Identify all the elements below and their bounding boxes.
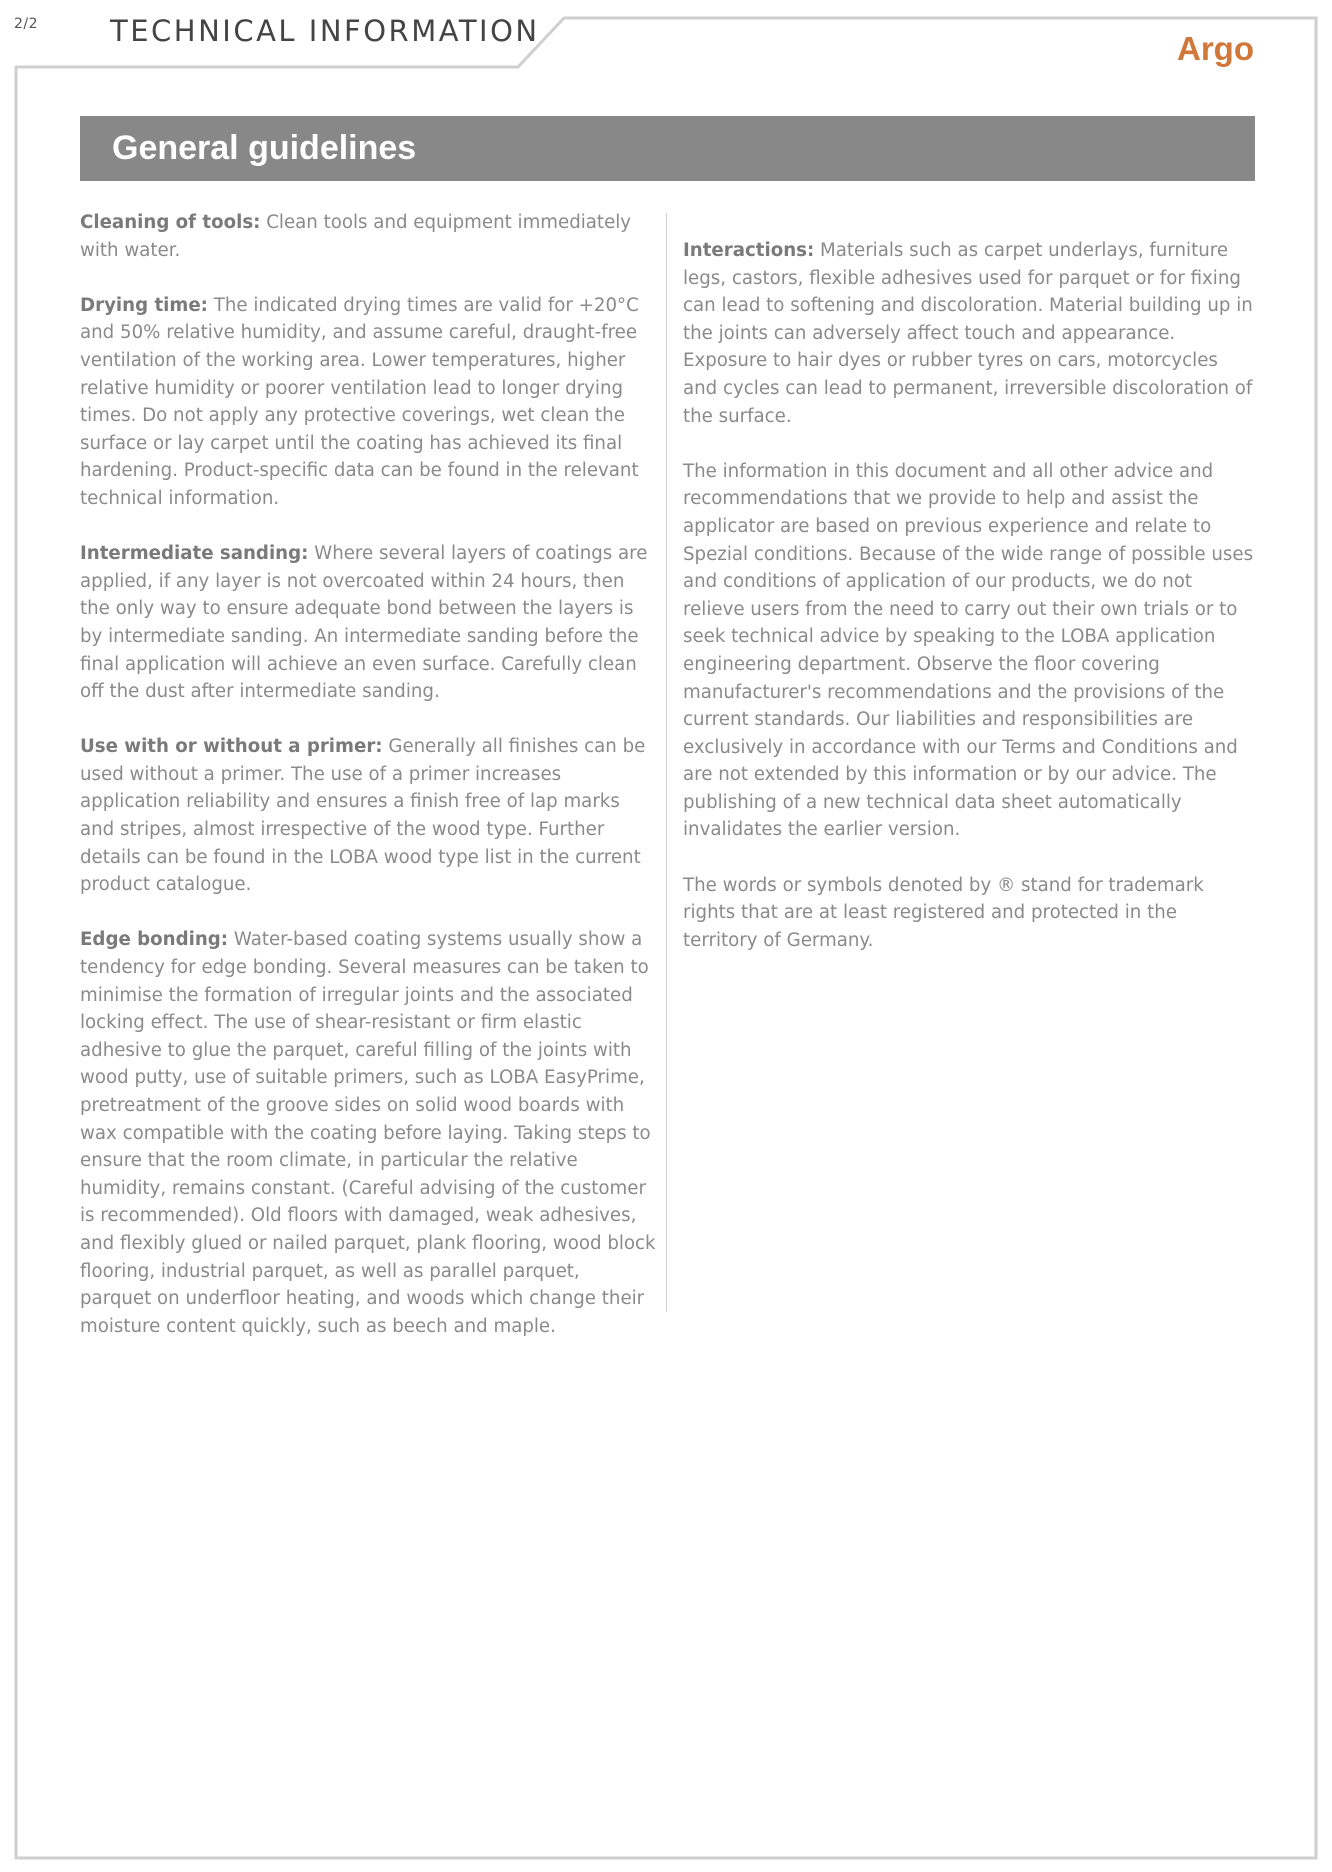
paragraph-text: The information in this document and all other advice and recommendations that we provide to help and assist the applicator are based on previous experience and relate to Spezial conditions. Because of the wide range of possible uses and conditions of application of our products, we do not relieve users from the need to carry out their own trials or to seek technical advice by speaking to the LOBA application engineering department. Observe the floor covering manufacturer's recommendations and the provisions of the current standards. Our liabilities and responsibilities are exclusively in accordance with our Terms and Conditions and are not extended by this information or by our advice. The publishing of a new technical data sheet automatically invalidates the earlier version. (683, 460, 1254, 841)
paragraph-trademark (683, 872, 1255, 955)
right-column (683, 237, 1255, 982)
section-title: General guidelines (112, 129, 417, 167)
product-name: Argo (1177, 30, 1254, 67)
paragraph-cleaning-of-tools (80, 209, 656, 264)
paragraph-text: Where several layers of coatings are applied, if any layer is not overcoated within 24 hours, then the only way to ensure adequate bond between the layers is by intermediate sanding. An intermediate sanding before the final application will achieve an even surface. Carefully clean off the dust after intermediate sanding. (80, 543, 648, 703)
paragraph-heading: Use with or without a primer: (80, 736, 383, 758)
paragraph-disclaimer (683, 458, 1255, 844)
paragraph-heading: Intermediate sanding: (80, 543, 309, 565)
paragraph-text: The indicated drying times are valid for +20°C and 50% relative humidity, and assume careful, draught-free ventilation of the working area. Lower temperatures, higher relative humidity or poorer ventilation lead to longer drying times. Do not apply any protective coverings, wet clean the surface or lay carpet until the coating has achieved its final hardening. Product-specific data can be found in the relevant technical information. (80, 294, 639, 509)
paragraph-text: Materials such as carpet underlays, furniture legs, castors, flexible adhesives used for parquet or for fixing can lead to softening and discoloration. Material building up in the joints can adversely affect touch and appearance. Exposure to hair dyes or rubber tyres on cars, motorcycles and cycles can lead to permanent, irreversible discoloration of the surface. (683, 240, 1253, 427)
paragraph-interactions (683, 237, 1255, 430)
paragraph-intermediate-sanding (80, 540, 656, 706)
paragraph-heading: Cleaning of tools: (80, 212, 261, 233)
paragraph-heading: Edge bonding: (80, 929, 229, 951)
paragraph-heading: Drying time: (80, 294, 208, 316)
paragraph-text: The words or symbols denoted by ® stand for trademark rights that are at least registered and protected in the territory of Germany. (683, 874, 1204, 951)
paragraph-primer (80, 733, 656, 899)
section-header-bar (80, 116, 1255, 181)
page-number: 2/2 (14, 16, 39, 32)
paragraph-heading: Interactions: (683, 240, 815, 261)
paragraph-text: Water-based coating systems usually show a tendency for edge bonding. Several measures can be taken to minimise the formation of irregular joints and the associated locking effect. The use of shear-resistant or firm elastic adhesive to glue the parquet, careful filling of the joints with wood putty, use of suitable primers, such as LOBA EasyPrime, pretreatment of the groove sides on solid wood boards with wax compatible with the coating before laying. Taking steps to ensure that the room climate, in particular the relative humidity, remains constant. (Careful advising of the customer is recommended). Old floors with damaged, weak adhesives, and flexibly glued or nailed parquet, plank flooring, wood block flooring, industrial parquet, as well as parallel parquet, parquet on underfloor heating, and woods which change their moisture content quickly, such as beech and maple. (80, 929, 656, 1337)
document-title: TECHNICAL INFORMATION (110, 14, 540, 48)
paragraph-text: Generally all finishes can be used without a primer. The use of a primer increases application reliability and ensures a finish free of lap marks and stripes, almost irrespective of the wood type. Further details can be found in the LOBA wood type list in the current product catalogue. (80, 736, 646, 896)
paragraph-edge-bonding (80, 926, 656, 1340)
left-column (80, 209, 656, 1368)
paragraph-drying-time (80, 292, 656, 513)
column-divider (666, 213, 667, 1312)
paragraph-text: Clean tools and equipment immediately with water. (80, 212, 632, 261)
